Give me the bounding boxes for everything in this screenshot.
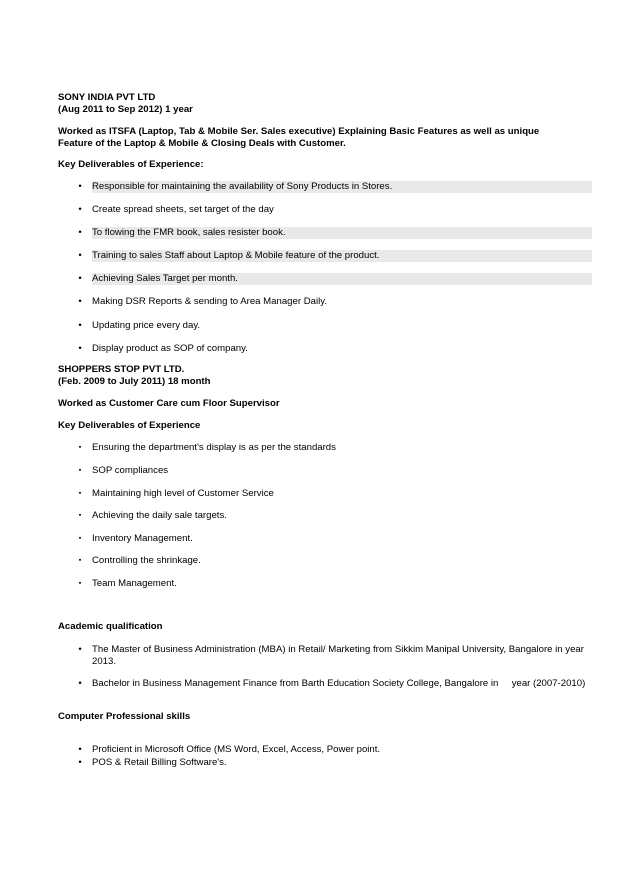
job1-role-line2: Feature of the Laptop & Mobile & Closing Deals with Customer. xyxy=(58,138,346,149)
job1-item: Training to sales Staff about Laptop & Mobile feature of the product. xyxy=(92,250,592,262)
job1-item: Making DSR Reports & sending to Area Manager Daily. xyxy=(92,296,327,307)
bullet-icon: • xyxy=(78,181,82,192)
bullet-icon: • xyxy=(78,296,82,307)
square-bullet-icon: ▪ xyxy=(78,444,82,451)
square-bullet-icon: ▪ xyxy=(78,512,82,519)
academic-heading: Academic qualification xyxy=(58,621,163,632)
academic-item: Bachelor in Business Management Finance from Barth Education Society College, Bangalore in year (2007-2010) xyxy=(92,678,586,689)
job1-item: Create spread sheets, set target of the day xyxy=(92,204,274,215)
bullet-icon: • xyxy=(78,343,82,354)
job2-item: Controlling the shrinkage. xyxy=(92,555,201,566)
bullet-icon: • xyxy=(78,678,82,689)
bullet-icon: • xyxy=(78,757,82,768)
square-bullet-icon: ▪ xyxy=(78,580,82,587)
job1-item: Updating price every day. xyxy=(92,320,201,331)
bullet-icon: • xyxy=(78,744,82,755)
bullet-icon: • xyxy=(78,227,82,238)
computer-heading: Computer Professional skills xyxy=(58,711,191,722)
job2-item: Inventory Management. xyxy=(92,533,193,544)
job2-item: Team Management. xyxy=(92,578,177,589)
job2-deliverables-heading: Key Deliverables of Experience xyxy=(58,420,201,431)
job1-item: Display product as SOP of company. xyxy=(92,343,248,354)
bullet-icon: • xyxy=(78,250,82,261)
job1-item: To flowing the FMR book, sales resister book. xyxy=(92,227,592,239)
bullet-icon: • xyxy=(78,320,82,331)
job2-role: Worked as Customer Care cum Floor Supervisor xyxy=(58,398,280,409)
square-bullet-icon: ▪ xyxy=(78,467,82,474)
job2-item: SOP compliances xyxy=(92,465,169,476)
job1-period: (Aug 2011 to Sep 2012) 1 year xyxy=(58,104,193,115)
bullet-icon: • xyxy=(78,644,82,655)
job1-company: SONY INDIA PVT LTD xyxy=(58,92,156,103)
job1-deliverables-heading: Key Deliverables of Experience: xyxy=(58,159,204,170)
job1-item: Responsible for maintaining the availability of Sony Products in Stores. xyxy=(92,181,592,193)
bullet-icon: • xyxy=(78,204,82,215)
academic-item: The Master of Business Administration (MBA) in Retail/ Marketing from Sikkim Manipal University, Bangalore in year 2013. xyxy=(92,644,584,667)
job2-item: Ensuring the department's display is as per the standards xyxy=(92,442,336,453)
computer-item: POS & Retail Billing Software's. xyxy=(92,757,227,768)
square-bullet-icon: ▪ xyxy=(78,557,82,564)
job2-period: (Feb. 2009 to July 2011) 18 month xyxy=(58,376,211,387)
computer-item: Proficient in Microsoft Office (MS Word, Excel, Access, Power point. xyxy=(92,744,381,755)
job1-item: Achieving Sales Target per month. xyxy=(92,273,592,285)
square-bullet-icon: ▪ xyxy=(78,535,82,542)
bullet-icon: • xyxy=(78,273,82,284)
job2-item: Maintaining high level of Customer Service xyxy=(92,488,274,499)
job2-company: SHOPPERS STOP PVT LTD. xyxy=(58,364,185,375)
job2-item: Achieving the daily sale targets. xyxy=(92,510,227,521)
square-bullet-icon: ▪ xyxy=(78,490,82,497)
job1-role-line1: Worked as ITSFA (Laptop, Tab & Mobile Ser. Sales executive) Explaining Basic Features as well as unique xyxy=(58,126,540,137)
